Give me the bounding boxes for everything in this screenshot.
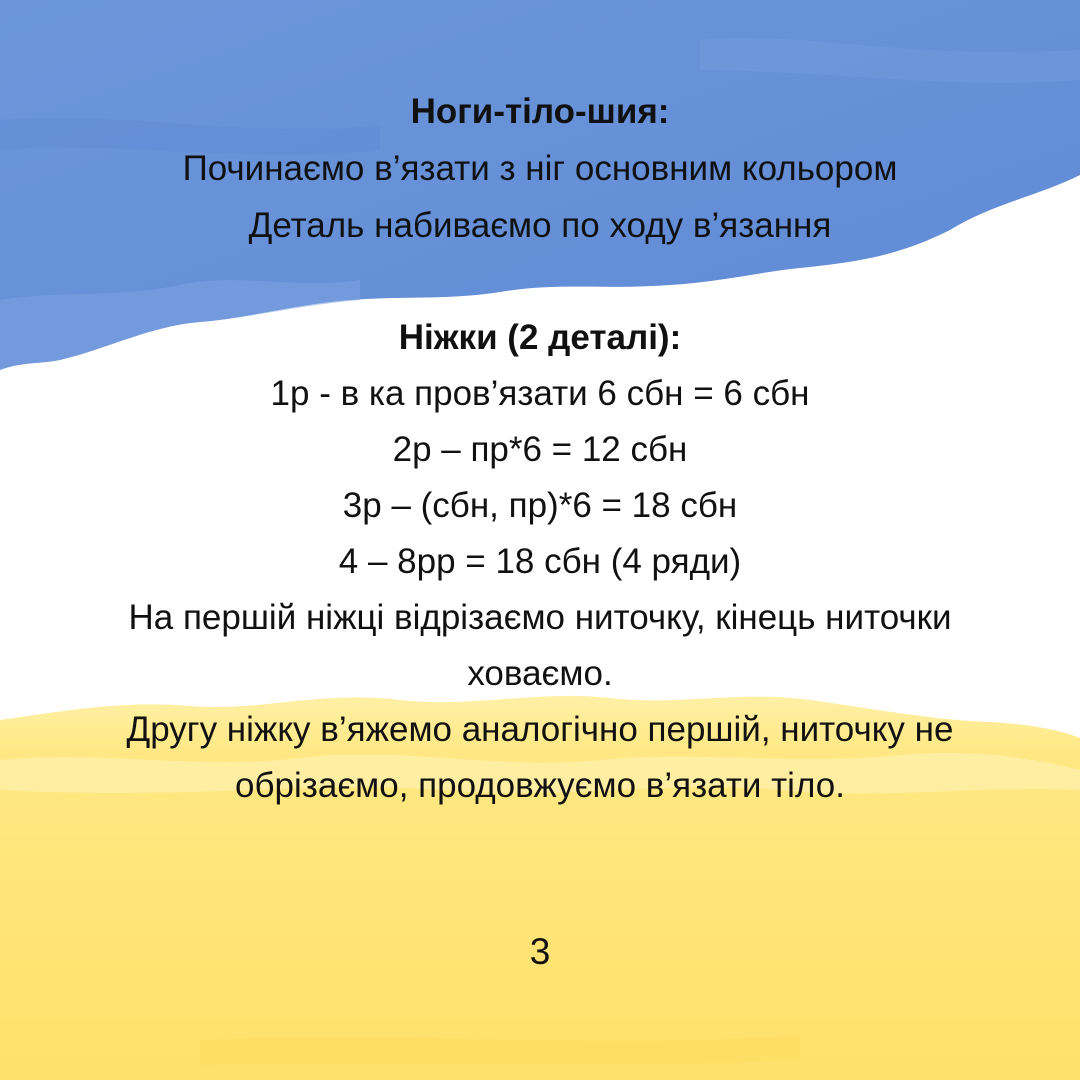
note-line-2: ховаємо.: [467, 654, 613, 693]
note-line-1: На першій ніжці відрізаємо ниточку, кінець ниточки: [128, 598, 952, 637]
row-instruction-2: 2р – пр*6 = 12 сбн: [392, 430, 688, 469]
note-line-3: Другу ніжку в’яжемо аналогічно першій, ниточку не: [126, 710, 954, 749]
row-instruction-3: 3р – (сбн, пр)*6 = 18 сбн: [342, 486, 738, 525]
yellow-paint-stroke: [0, 696, 1080, 1080]
page-number: 3: [529, 931, 551, 972]
legs-heading: Ніжки (2 деталі):: [398, 318, 682, 357]
row-instruction-1: 1р - в ка пров’язати 6 сбн = 6 сбн: [270, 374, 810, 413]
intro-line-1: Починаємо в’язати з ніг основним кольором: [182, 149, 898, 188]
note-line-4: обрізаємо, продовжуємо в’язати тіло.: [235, 766, 845, 805]
section-title: Ноги-тіло-шия:: [410, 92, 670, 131]
row-instruction-4: 4 – 8рр = 18 сбн (4 ряди): [338, 542, 742, 581]
intro-line-2: Деталь набиваємо по ходу в’язання: [248, 206, 832, 245]
